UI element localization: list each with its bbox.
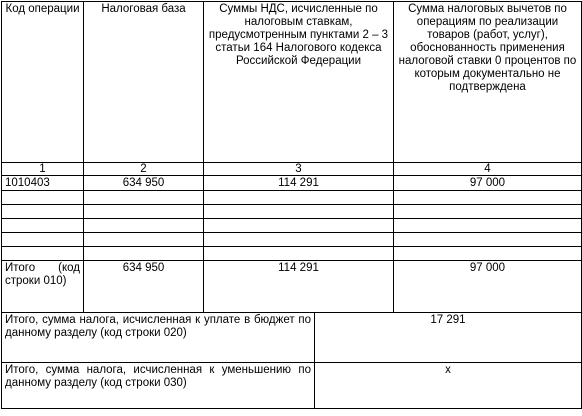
deductions-cell: 97 000 [394,176,582,191]
empty-cell [84,219,204,233]
column-number: 2 [84,163,204,176]
summary-label-reduction: Итого, сумма налога, исчисленная к уменьшению по данному разделу (код строки 030) [2,363,315,409]
empty-cell [394,233,582,247]
empty-cell [2,191,84,205]
header-operation-code: Код операции [2,2,84,163]
summary-row-payable [2,313,582,363]
empty-cell [204,247,394,261]
header-tax-base: Налоговая база [84,2,204,163]
vat-operations-table [1,1,582,313]
total-row [2,261,582,313]
summary-table [1,312,582,409]
summary-value-payable: 17 291 [315,313,582,363]
summary-value-reduction: х [315,363,582,409]
operation-code-cell: 1010403 [2,176,84,191]
total-tax-base: 634 950 [84,261,204,313]
column-number: 1 [2,163,84,176]
empty-row [2,205,582,219]
column-number: 4 [394,163,582,176]
tax-declaration-section [1,1,581,414]
empty-row [2,233,582,247]
empty-cell [394,191,582,205]
summary-row-reduction [2,363,582,409]
total-label: Итого (код строки 010) [2,261,84,313]
empty-cell [394,247,582,261]
column-number: 3 [204,163,394,176]
empty-cell [394,219,582,233]
header-deductions: Сумма налоговых вычетов по операциям по реализации товаров (работ, услуг), обоснованность применения налоговой ставки 0 процентов по которым документально не подтверждена [394,2,582,163]
empty-cell [204,233,394,247]
total-deductions: 97 000 [394,261,582,313]
table-row [2,176,582,191]
empty-cell [394,205,582,219]
empty-row [2,191,582,205]
empty-cell [2,247,84,261]
empty-row [2,247,582,261]
empty-cell [84,247,204,261]
header-row [2,2,582,163]
empty-cell [2,205,84,219]
empty-cell [84,191,204,205]
empty-cell [84,233,204,247]
empty-row [2,219,582,233]
column-number-row [2,163,582,176]
empty-cell [204,191,394,205]
total-vat-amount: 114 291 [204,261,394,313]
vat-amount-cell: 114 291 [204,176,394,191]
summary-label-payable: Итого, сумма налога, исчисленная к уплате в бюджет по данному разделу (код строки 020) [2,313,315,363]
empty-cell [2,219,84,233]
empty-cell [2,233,84,247]
empty-cell [84,205,204,219]
header-vat-amount: Суммы НДС, исчисленные по налоговым ставкам, предусмотренным пунктами 2 – 3 статьи 164 Налогового кодекса Российской Федерации [204,2,394,163]
tax-base-cell: 634 950 [84,176,204,191]
empty-cell [204,205,394,219]
empty-cell [204,219,394,233]
